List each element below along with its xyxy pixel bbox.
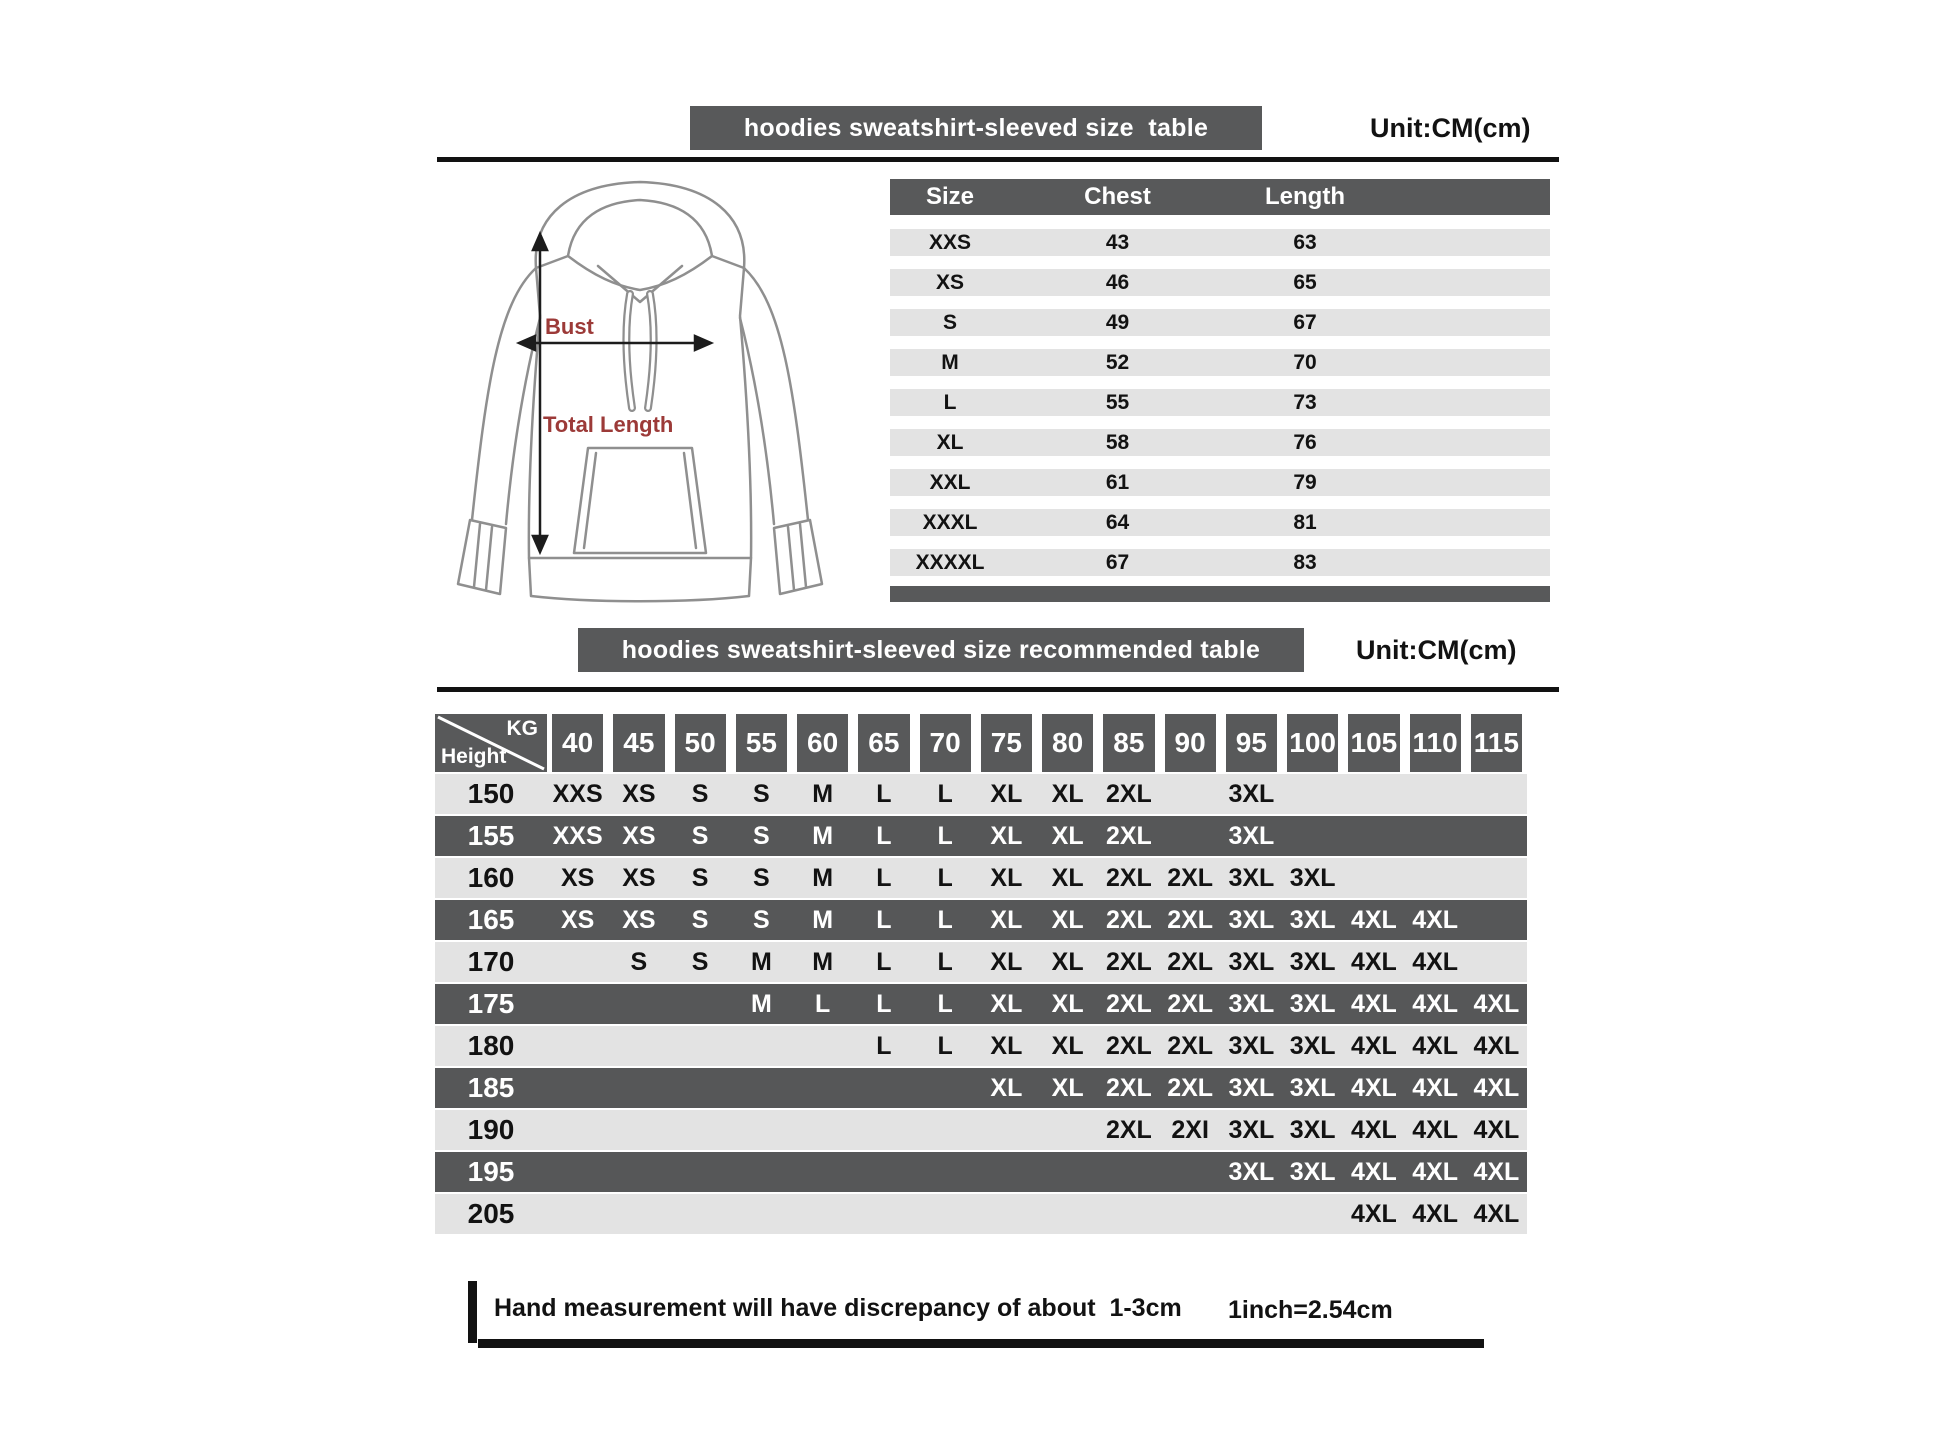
size-value-cell: 4XL [1473,1031,1520,1060]
weight-header-cell: 65 [858,714,909,772]
height-label-cell: 165 [467,904,515,935]
size-cell: XXXXL [915,550,985,574]
weight-header-cell: 75 [981,714,1032,772]
chest-cell: 64 [1105,510,1130,534]
size-value-cell: 3XL [1289,863,1336,892]
chest-cell: 67 [1105,550,1130,574]
size-value-cell: 4XL [1350,1073,1397,1102]
size-table-row [890,389,1550,416]
weight-header-cell: 110 [1410,714,1461,772]
size-value-cell: 4XL [1412,947,1459,976]
size-value-cell: 3XL [1289,947,1336,976]
weight-header-cell: 50 [675,714,726,772]
size-cell: S [942,310,957,334]
size-value-cell: L [876,989,892,1018]
size-value-cell: 2XL [1105,821,1152,850]
size-table-row [890,509,1550,536]
recommended-table-title-bar [578,628,1304,672]
size-value-cell: 4XL [1412,1115,1459,1144]
size-table-row [890,269,1550,296]
weight-header-row [435,714,1527,772]
size-value-cell: 4XL [1350,1199,1397,1228]
size-value-cell: XS [560,905,595,934]
size-value-cell: 2XL [1167,947,1214,976]
size-value-cell: L [876,905,892,934]
weight-header-cell: 70 [920,714,971,772]
length-cell: 65 [1293,270,1317,294]
size-value-cell: S [753,863,770,892]
size-value-cell: XL [990,1031,1023,1060]
chest-cell: 58 [1105,430,1130,454]
matrix-row [435,1110,1527,1150]
size-value-cell: L [937,779,953,808]
size-value-cell: XS [622,863,656,892]
size-value-cell: S [691,905,709,934]
weight-header-cell: 105 [1348,714,1399,772]
size-value-cell: M [812,947,834,976]
size-value-cell: 3XL [1228,863,1275,892]
size-value-cell: XS [622,779,656,808]
size-value-cell: 2XL [1167,1031,1214,1060]
size-value-cell: L [876,779,892,808]
weight-header-cell: 40 [552,714,603,772]
length-cell: 70 [1293,350,1317,374]
size-value-cell: XL [990,905,1023,934]
corner-kg-label: KG [506,717,538,740]
size-value-cell: 4XL [1473,989,1520,1018]
length-cell: 76 [1293,430,1317,454]
size-value-cell: XL [1051,863,1084,892]
size-value-cell: XL [990,821,1023,850]
size-table-bottom-bar [890,586,1550,602]
height-label-cell: 150 [467,778,515,809]
length-cell: 73 [1293,390,1317,414]
height-label-cell: 160 [467,862,515,893]
footer-bottom-bar [478,1339,1484,1348]
height-label-cell: 185 [467,1072,515,1103]
size-cell: XL [936,430,964,454]
length-cell: 81 [1293,510,1317,534]
size-value-cell: S [630,947,648,976]
size-value-cell: S [691,821,709,850]
size-value-cell: 2XL [1167,1073,1214,1102]
height-label-cell: 195 [467,1156,515,1187]
size-value-cell: 3XL [1228,1157,1275,1186]
height-label-cell: 155 [467,820,515,851]
chest-cell: 43 [1105,230,1130,254]
weight-header-cell: 80 [1042,714,1093,772]
size-value-cell: XXS [552,821,603,850]
weight-header-cell: 100 [1287,714,1338,772]
size-value-cell: 3XL [1289,1073,1336,1102]
size-value-cell: L [937,905,953,934]
size-value-cell: 4XL [1473,1199,1520,1228]
size-value-cell: 4XL [1412,905,1459,934]
size-value-cell: 4XL [1412,1031,1459,1060]
size-value-cell: 4XL [1473,1115,1520,1144]
chest-cell: 49 [1105,310,1130,334]
size-value-cell: XL [990,779,1023,808]
size-value-cell: 4XL [1473,1157,1520,1186]
length-cell: 63 [1293,230,1317,254]
length-cell: 83 [1293,550,1317,574]
size-value-cell: L [937,1031,953,1060]
chest-cell: 46 [1105,270,1130,294]
size-value-cell: M [812,905,834,934]
size-value-cell: XS [622,905,656,934]
weight-header-cell: 60 [797,714,848,772]
chest-cell: 61 [1105,470,1130,494]
size-table-row [890,469,1550,496]
size-table-body [890,229,1550,576]
separator-line-top [437,157,1559,162]
matrix-row [435,1026,1527,1066]
size-value-cell: M [812,821,834,850]
size-value-cell: S [753,905,770,934]
recommended-table-unit-label: Unit:CM(cm) [1356,634,1517,665]
size-value-cell: 4XL [1473,1073,1520,1102]
size-value-cell: XL [1051,947,1084,976]
size-value-cell: 3XL [1289,1115,1336,1144]
size-value-cell: XL [1051,989,1084,1018]
size-value-cell: XL [1051,1073,1084,1102]
size-value-cell: XS [560,863,595,892]
size-table-row [890,229,1550,256]
size-value-cell: L [876,947,892,976]
size-value-cell: S [691,863,709,892]
size-cell: L [943,390,957,414]
matrix-row [435,900,1527,940]
size-value-cell: 2XL [1105,863,1152,892]
separator-line-middle [437,687,1559,692]
matrix-row [435,1152,1527,1192]
size-value-cell: XS [622,821,656,850]
size-value-cell: 4XL [1350,1115,1397,1144]
size-value-cell: 3XL [1228,905,1275,934]
size-value-cell: 4XL [1350,989,1397,1018]
size-table-unit-label: Unit:CM(cm) [1370,112,1531,143]
footer-left-bar [468,1281,477,1343]
weight-header-cell: 85 [1103,714,1154,772]
size-column-header: Size [925,183,975,210]
matrix-row [435,774,1527,814]
size-value-cell: XL [1051,779,1084,808]
height-label-cell: 170 [467,946,515,977]
size-value-cell: 2XL [1167,863,1214,892]
size-value-cell: M [750,989,772,1018]
size-value-cell: 2XL [1105,1031,1152,1060]
recommended-size-table [435,714,1527,1234]
measurement-note: Hand measurement will have discrepancy of about 1-3cm [494,1294,1182,1322]
size-value-cell: 3XL [1228,989,1275,1018]
size-value-cell: 4XL [1412,1157,1459,1186]
size-table-row [890,349,1550,376]
matrix-row [435,858,1527,898]
size-value-cell: 3XL [1228,1031,1275,1060]
size-value-cell: 2XI [1171,1115,1209,1144]
size-value-cell: 3XL [1289,905,1336,934]
size-value-cell: 4XL [1412,1199,1459,1228]
size-table-row [890,309,1550,336]
size-value-cell: XL [990,947,1023,976]
hoodie-outline [458,182,822,601]
weight-header-cell: 115 [1471,714,1522,772]
weight-header-cell: 95 [1226,714,1277,772]
size-value-cell: L [876,863,892,892]
size-table-header [890,179,1550,215]
size-value-cell: XL [1051,905,1084,934]
bust-label: Bust [545,314,594,339]
size-value-cell: 3XL [1228,779,1275,808]
size-value-cell: XL [1051,1031,1084,1060]
size-value-cell: 4XL [1350,905,1397,934]
hoodie-drawstrings [626,294,653,408]
size-value-cell: 3XL [1289,1157,1336,1186]
total-length-label: Total Length [543,412,674,437]
size-value-cell: S [691,947,709,976]
size-value-cell: L [937,863,953,892]
size-value-cell: XL [990,989,1023,1018]
size-value-cell: 2XL [1105,989,1152,1018]
size-value-cell: 3XL [1289,1031,1336,1060]
size-value-cell: S [753,821,770,850]
hoodie-diagram [448,168,832,612]
chest-cell: 52 [1105,350,1130,374]
weight-header-cell: 90 [1165,714,1216,772]
size-table-title: hoodies sweatshirt-sleeved size table [743,113,1209,142]
size-value-cell: 3XL [1228,1073,1275,1102]
size-table-row [890,429,1550,456]
recommended-size-table-body [435,774,1527,1234]
weight-header-cell: 55 [736,714,787,772]
length-cell: 79 [1293,470,1317,494]
matrix-row [435,1068,1527,1108]
size-value-cell: 3XL [1228,821,1275,850]
size-value-cell: 2XL [1105,779,1152,808]
height-label-cell: 205 [467,1198,515,1229]
weight-header-cell: 45 [613,714,664,772]
size-value-cell: 4XL [1412,1073,1459,1102]
size-value-cell: M [812,779,834,808]
size-value-cell: 2XL [1167,989,1214,1018]
size-value-cell: 3XL [1228,1115,1275,1144]
size-value-cell: S [753,779,770,808]
matrix-row [435,984,1527,1024]
size-value-cell: 3XL [1228,947,1275,976]
recommended-table-title: hoodies sweatshirt-sleeved size recommended table [621,635,1261,664]
matrix-corner-cell [435,714,547,772]
size-table [890,179,1550,602]
chest-cell: 55 [1105,390,1130,414]
size-value-cell: 2XL [1105,1073,1152,1102]
size-value-cell: M [812,863,834,892]
size-value-cell: L [814,989,831,1018]
size-value-cell: 4XL [1350,1031,1397,1060]
size-value-cell: L [876,1031,892,1060]
size-cell: XXXL [922,510,978,534]
size-table-title-bar [690,106,1262,150]
size-value-cell: L [876,821,892,850]
matrix-row [435,942,1527,982]
size-value-cell: XL [990,863,1023,892]
size-cell: XXL [929,470,971,494]
size-value-cell: 2XL [1167,905,1214,934]
chest-column-header: Chest [1084,183,1151,210]
size-value-cell: L [937,947,953,976]
height-label-cell: 175 [467,988,515,1019]
length-column-header: Length [1265,183,1345,210]
size-value-cell: XXS [552,779,603,808]
matrix-row [435,1194,1527,1234]
size-cell: XS [935,270,964,294]
size-value-cell: XL [990,1073,1023,1102]
size-value-cell: 2XL [1105,905,1152,934]
size-value-cell: 2XL [1105,947,1152,976]
size-value-cell: 3XL [1289,989,1336,1018]
height-label-cell: 180 [467,1030,515,1061]
size-value-cell: M [750,947,772,976]
length-cell: 67 [1293,310,1317,334]
height-label-cell: 190 [467,1114,515,1145]
size-value-cell: L [937,821,953,850]
size-value-cell: S [691,779,709,808]
size-value-cell: L [937,989,953,1018]
size-cell: XXS [928,230,972,254]
size-value-cell: 4XL [1412,989,1459,1018]
size-value-cell: 2XL [1105,1115,1152,1144]
size-table-row [890,549,1550,576]
corner-height-label: Height [441,745,507,768]
size-value-cell: 4XL [1350,1157,1397,1186]
inch-conversion-note: 1inch=2.54cm [1228,1296,1393,1324]
matrix-row [435,816,1527,856]
size-value-cell: 4XL [1350,947,1397,976]
size-cell: M [941,350,959,374]
size-value-cell: XL [1051,821,1084,850]
